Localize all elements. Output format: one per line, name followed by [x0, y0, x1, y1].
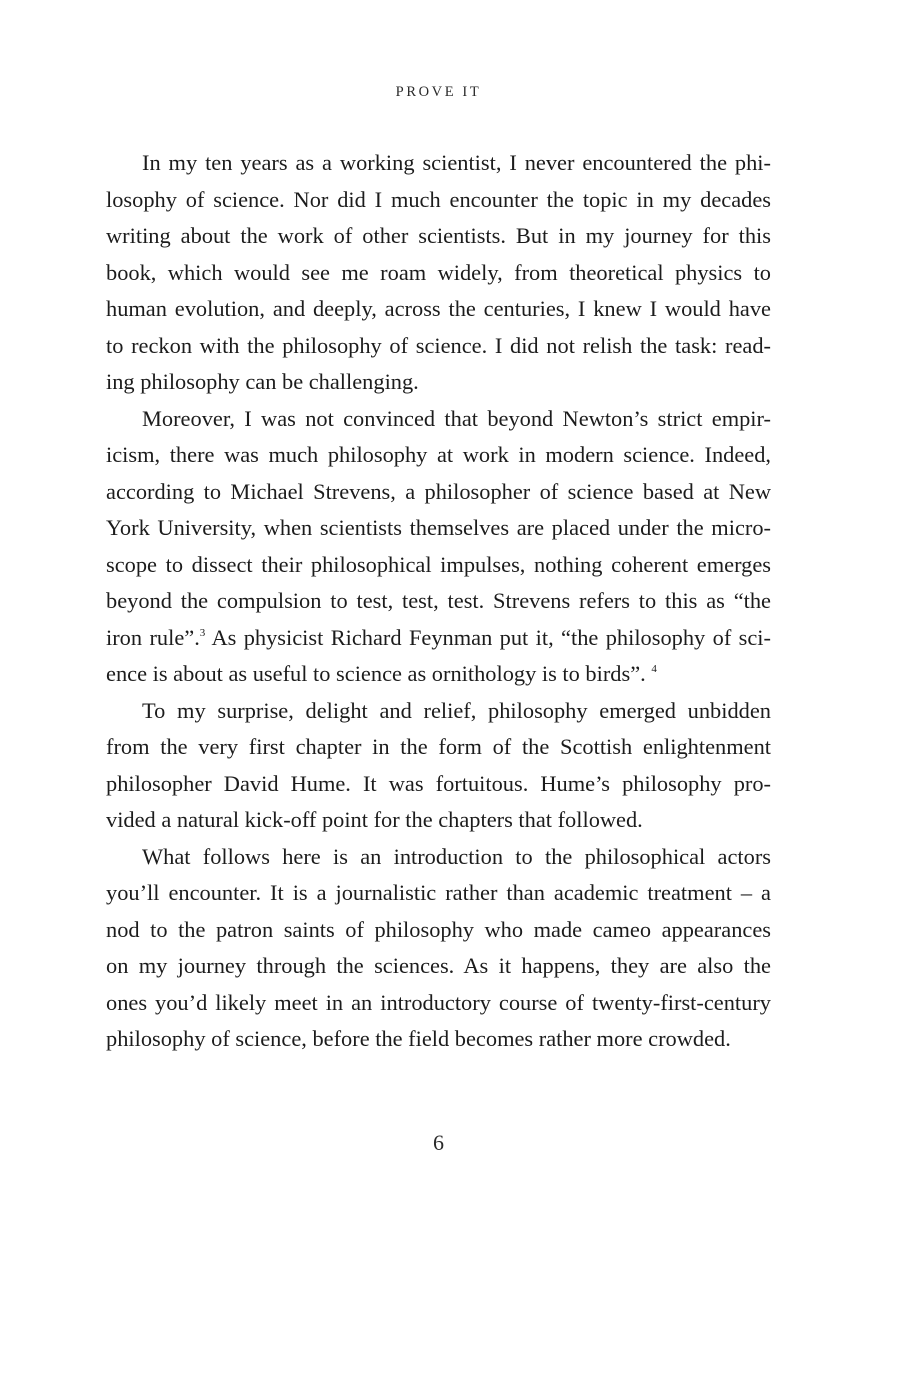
paragraph [106, 401, 771, 693]
footnote-ref-3[interactable]: 3 [199, 626, 206, 639]
text-line: from the very first chapter in the form of the Scottish enlightenment [106, 734, 771, 759]
text-line: losophy of science. Nor did I much encounter the topic in my decades [106, 186, 771, 212]
paragraph [106, 839, 771, 1058]
text-line: In my ten years as a working scientist, I never encountered the phi- [142, 150, 771, 175]
text-line: nod to the patron saints of philosophy who made cameo appearances [106, 916, 771, 942]
text-line: philosopher David Hume. It was fortuitous. Hume’s philosophy pro- [106, 770, 771, 796]
text-line: book, which would see me roam widely, from theoretical physics to [106, 259, 771, 285]
paragraph [106, 693, 771, 839]
text-line: York University, when scientists themselves are placed under the micro- [106, 515, 771, 540]
text-line: according to Michael Strevens, a philosopher of science based at New [106, 478, 771, 504]
text-line: writing about the work of other scientists. But in my journey for this [106, 223, 771, 248]
text-line [106, 620, 771, 657]
text-line: human evolution, and deeply, across the centuries, I knew I would have [106, 296, 771, 321]
text-fragment: As physicist Richard Feynman put it, “the philosophy of sci- [205, 624, 771, 650]
footnote-ref-4[interactable]: 4 [651, 663, 657, 675]
text-line: To my surprise, delight and relief, philosophy emerged unbidden [142, 697, 771, 723]
text-fragment: iron rule”. [106, 624, 200, 650]
text-line: Moreover, I was not convinced that beyond Newton’s strict empir- [142, 405, 771, 431]
text-line [106, 656, 771, 693]
text-line: you’ll encounter. It is a journalistic rather than academic treatment – a [106, 880, 771, 905]
text-line: philosophy of science, before the field becomes rather more crowded. [106, 1026, 731, 1051]
text-line: on my journey through the sciences. As it happens, they are also the [106, 953, 771, 978]
text-line: ing philosophy can be challenging. [106, 369, 419, 394]
text-line: What follows here is an introduction to the philosophical actors [142, 843, 771, 869]
text-line: to reckon with the philosophy of science. I did not relish the task: read- [106, 332, 771, 358]
running-head: PROVE IT [395, 84, 482, 100]
text-line: ones you’d likely meet in an introductory course of twenty-first-century [106, 989, 771, 1015]
text-line: scope to dissect their philosophical impulses, nothing coherent emerges [106, 551, 771, 577]
paragraph [106, 145, 771, 401]
body-text [106, 145, 771, 1058]
page-number: 6 [433, 1130, 444, 1155]
text-fragment: ence is about as useful to science as ornithology is to birds”. [106, 661, 652, 686]
text-line: vided a natural kick-off point for the chapters that followed. [106, 807, 643, 832]
text-line: icism, there was much philosophy at work in modern science. Indeed, [106, 442, 771, 467]
text-line: beyond the compulsion to test, test, test. Strevens refers to this as “the [106, 588, 771, 613]
